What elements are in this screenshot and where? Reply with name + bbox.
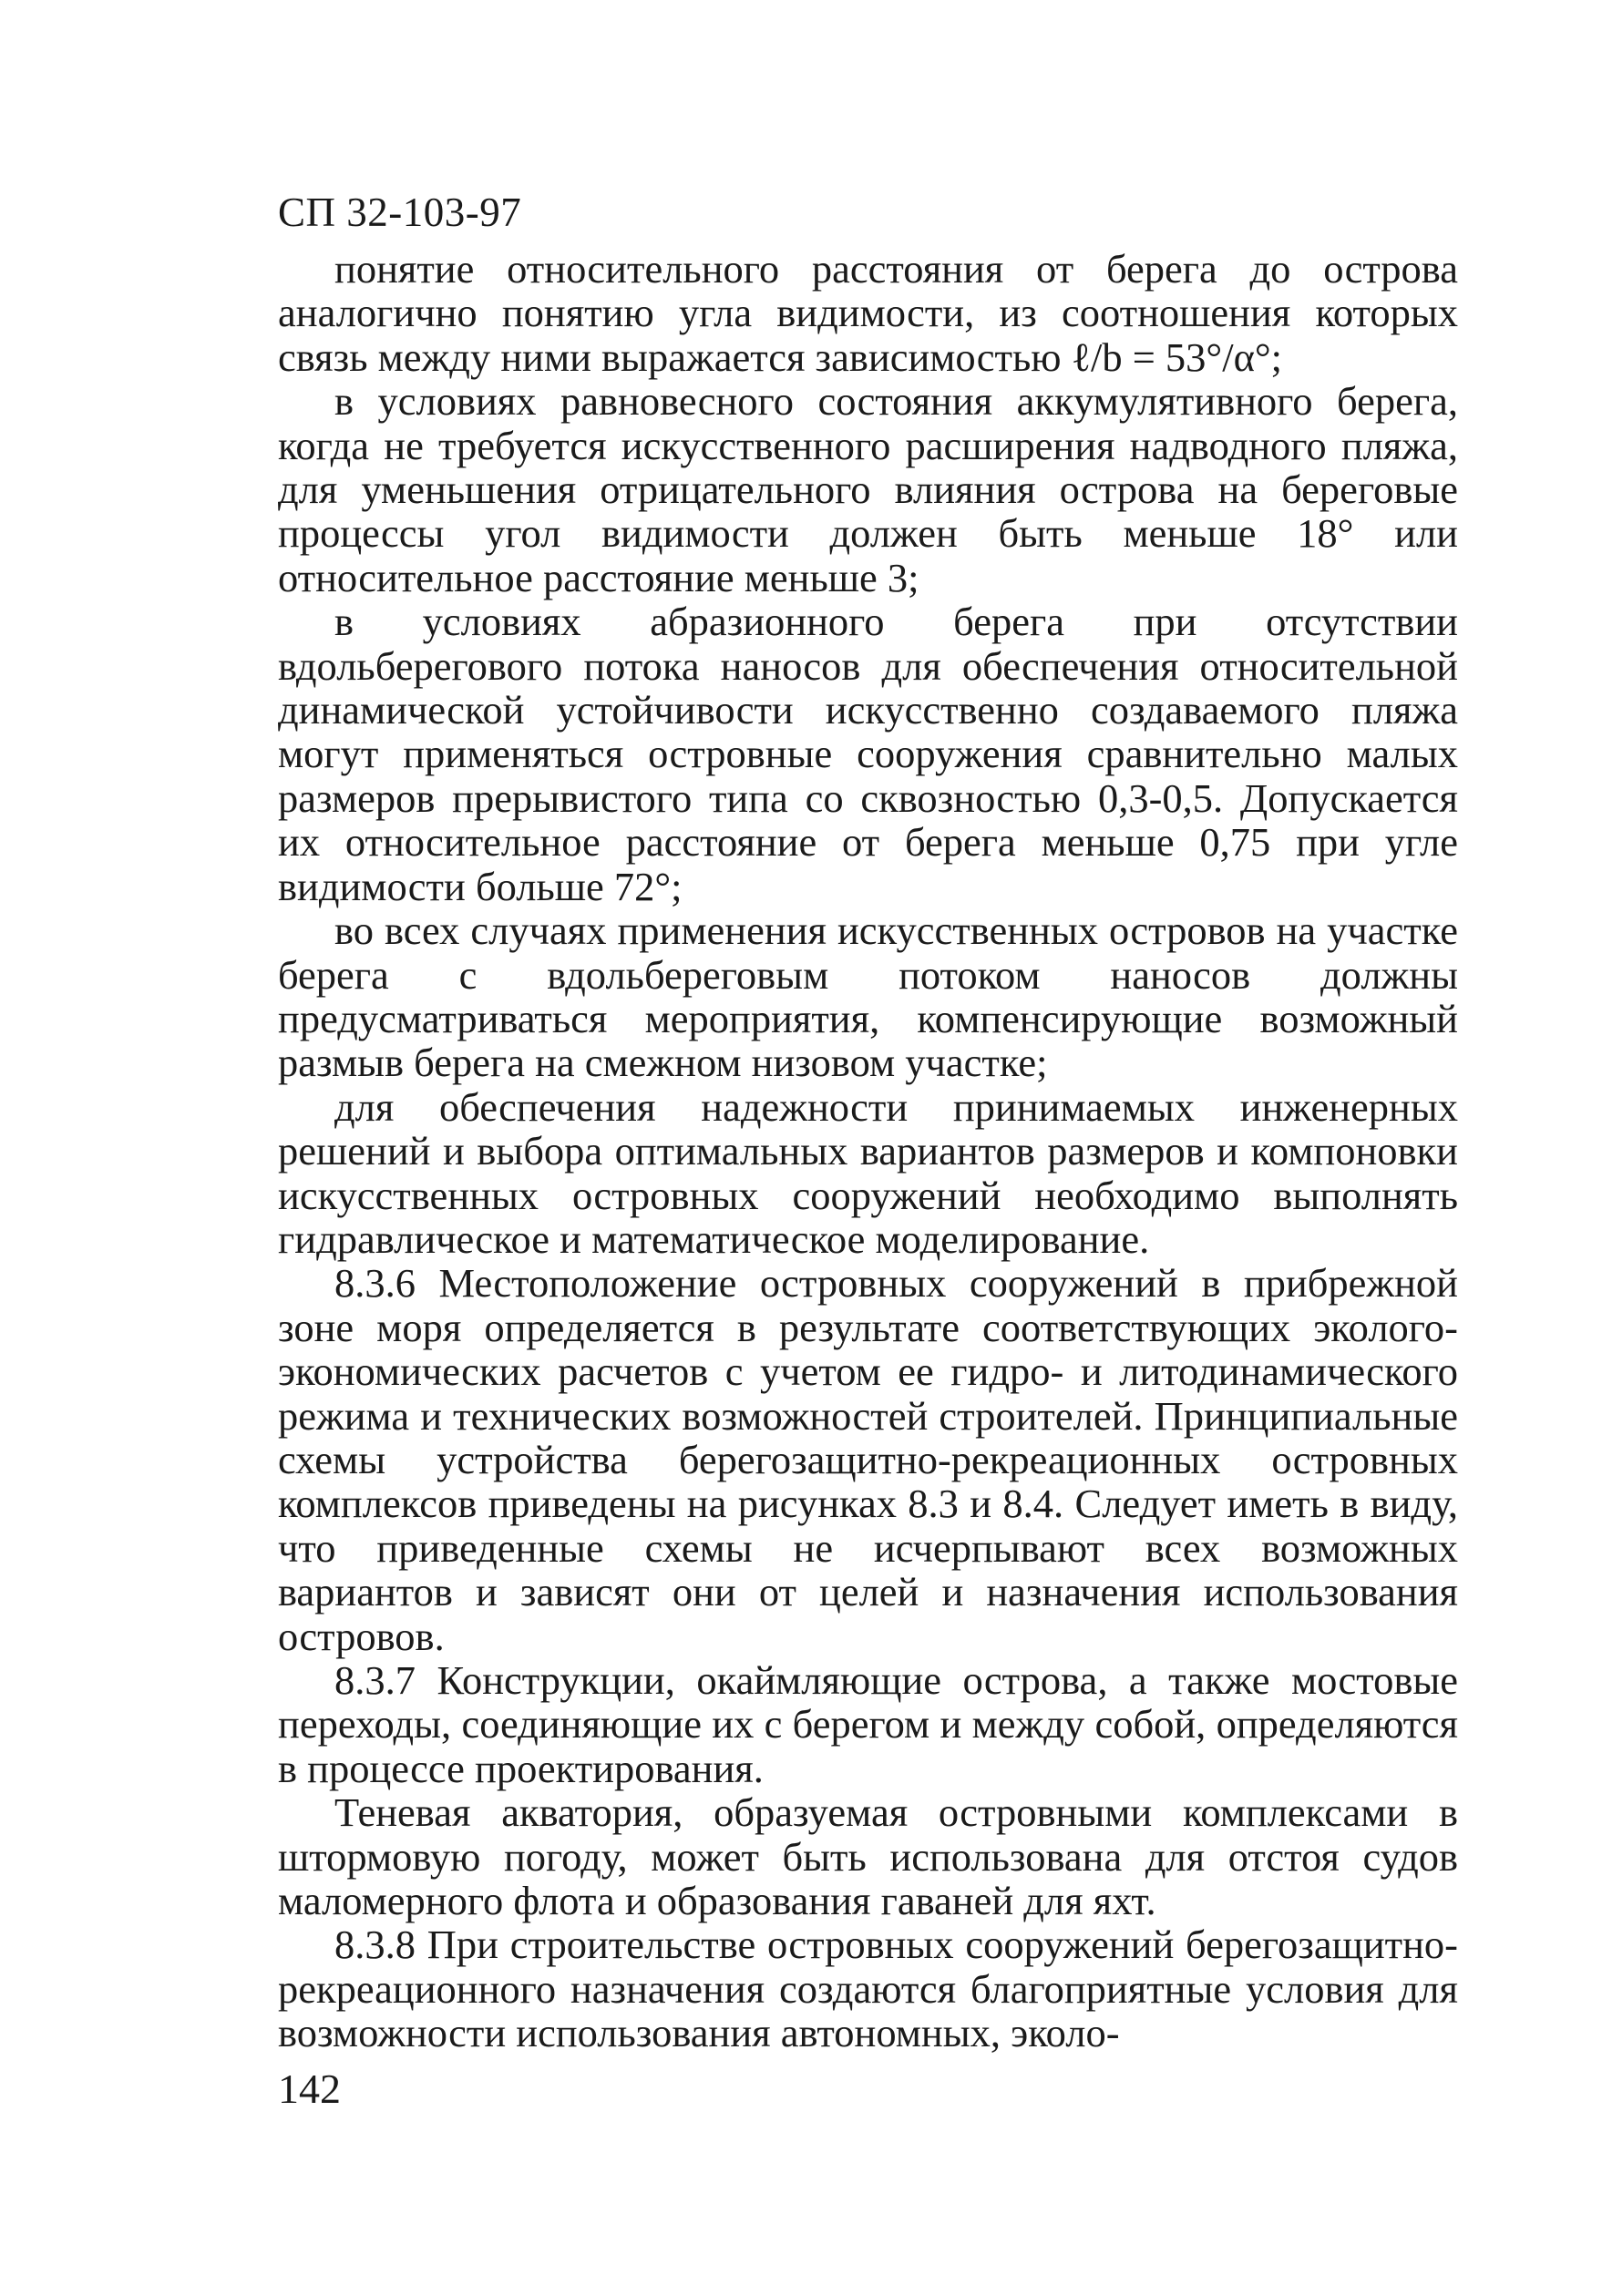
page-number: 142	[278, 2065, 341, 2112]
paragraph: 8.3.6 Местоположение островных сооружений в прибрежной зоне моря определяется в результате соответствующих эколого-экономических расчетов с учетом ее гидро- и литодинамического режима и технических возможностей строителей. Принципиальные схемы устройства берегозащитно-рекреационных островных комплексов приведены на рисунках 8.3 и 8.4. Следует иметь в виду, что приведенные схемы не исчерпывают всех возможных вариантов и зависят они от целей и назначения использования островов.	[278, 1260, 1458, 1659]
paragraph: во всех случаях применения искусственных островов на участке берега с вдольбереговым потоком наносов должны предусматриваться мероприятия, компенсирующие возможный размыв берега на смежном низовом участке;	[278, 907, 1458, 1086]
paragraph: 8.3.8 При строительстве островных сооружений берегозащитно-рекреационного назначения создаются благоприятные условия для возможности использования автономных, эколо-	[278, 1922, 1458, 2056]
paragraph: для обеспечения надежности принимаемых инженерных решений и выбора оптимальных вариантов размеров и компоновки искусственных островных сооружений необходимо выполнять гидравлическое и математическое моделирование.	[278, 1083, 1458, 1262]
paragraph: в условиях абразионного берега при отсутствии вдольберегового потока наносов для обеспечения относительной динамической устойчивости искусственно создаваемого пляжа могут применяться островные сооружения сравнительно малых размеров прерывистого типа со сквозностью 0,3-0,5. Допускается их относительное расстояние от берега меньше 0,75 при угле видимости больше 72°;	[278, 599, 1458, 909]
paragraph: Теневая акватория, образуемая островными комплексами в штормовую погоду, может быть использована для отстоя судов маломерного флота и образования гаваней для яхт.	[278, 1789, 1458, 1924]
body-text	[278, 247, 1458, 2055]
document-code-header: СП 32-103-97	[278, 190, 522, 235]
paragraph: понятие относительного расстояния от берега до острова аналогично понятию угла видимости, из соотношения которых связь между ними выражается зависимостью ℓ/b = 53°/α°;	[278, 246, 1458, 380]
paragraph: 8.3.7 Конструкции, окаймляющие острова, а также мостовые переходы, соединяющие их с берегом и между собой, определяются в процессе проектирования.	[278, 1657, 1458, 1791]
paragraph: в условиях равновесного состояния аккумулятивного берега, когда не требуется искусственного расширения надводного пляжа, для уменьшения отрицательного влияния острова на береговые процессы угол видимости должен быть меньше 18° или относительное расстояние меньше 3;	[278, 378, 1458, 600]
